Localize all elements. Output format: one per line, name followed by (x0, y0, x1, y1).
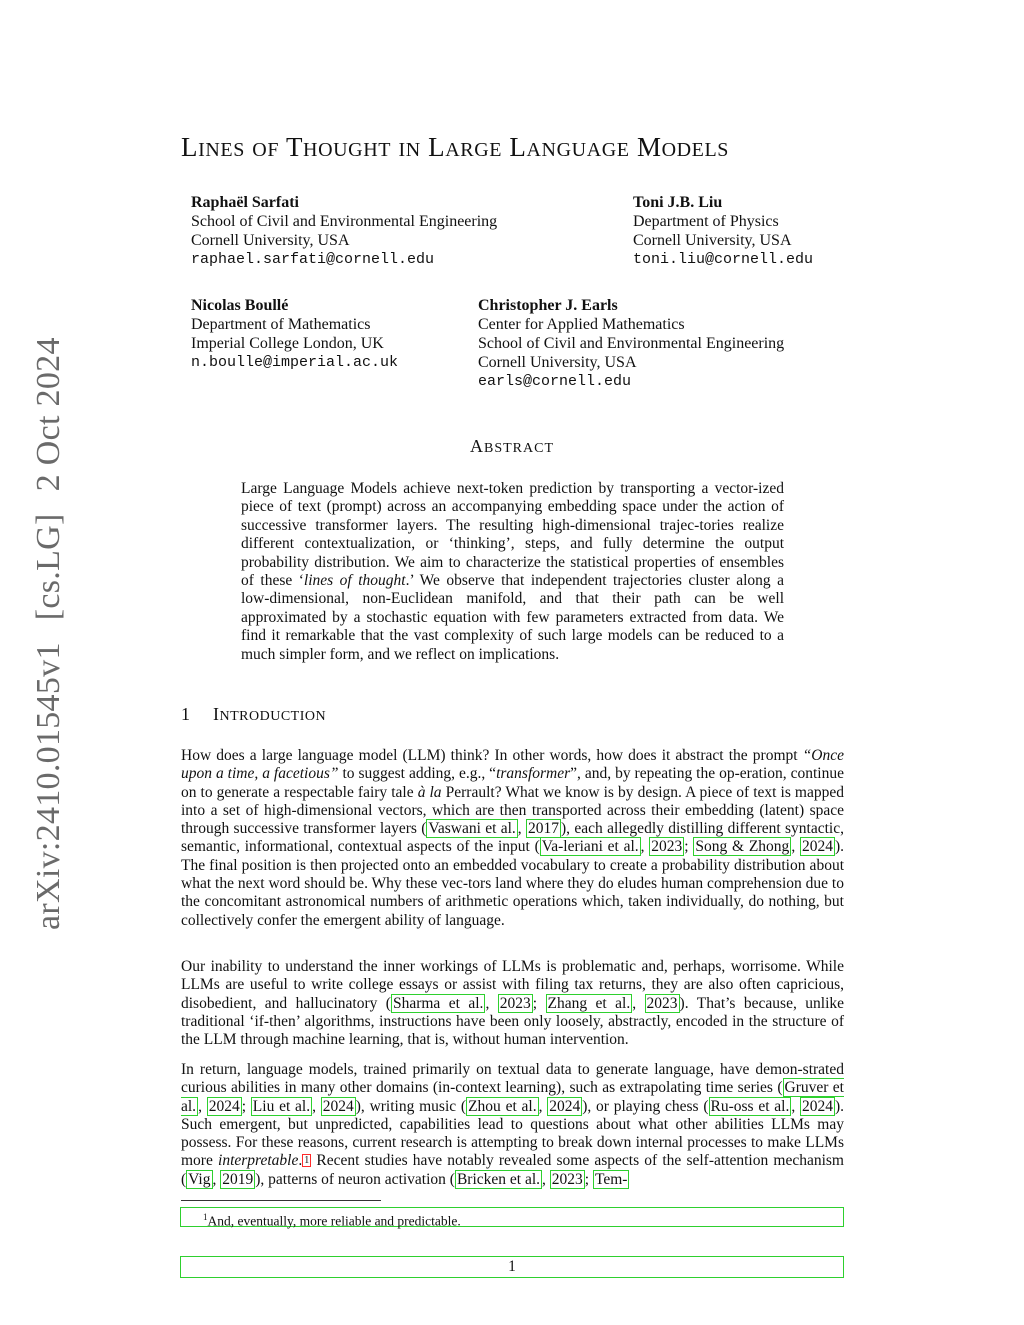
citation-link[interactable]: Tem- (594, 1170, 628, 1188)
citation-link[interactable]: Liu et al. (252, 1097, 311, 1115)
author-name: Raphaël Sarfati (191, 194, 299, 211)
author-block-liu (633, 193, 813, 269)
author-block-boulle (191, 296, 398, 372)
author-block-earls (478, 296, 784, 391)
intro-paragraph-3: In return, language models, trained primarily on textual data to generate language, have demon-strated curious abilities in many other domains (in-context learning), such as extrapolating time series ( Gruver et al. , 2024 ; Liu et al. , 2024 ), writing music ( Zhou et al. , 2024 ), or playing chess ( Ru-oss et al. , 2024 ). Such emergent, but unpredicted, capabilities lead to questions about what other abilities LLMs may possess. For these reasons, current research is attempting to break down internal processes to make LLMs more interpretable. $^1$ Recent studies have notably revealed some aspects of the self-attention mechanism ( Vig , 2019 ), patterns of neuron activation ( Bricken et al. , 2023 ; Tem- (181, 1061, 845, 1188)
citation-year-link[interactable]: 2024 (322, 1097, 354, 1115)
arxiv-category: [cs.LG] (30, 513, 67, 621)
author-name: Nicolas Boullé (191, 297, 289, 314)
citation-year-link[interactable]: 2023 (646, 994, 678, 1012)
author-name: Christopher J. Earls (478, 297, 618, 314)
author-institution: Cornell University, USA (633, 232, 792, 249)
citation-link[interactable]: Song & Zhong (695, 838, 790, 856)
citation-link[interactable]: Zhang et al. (547, 994, 631, 1012)
arxiv-date: 2 Oct 2024 (30, 337, 67, 492)
footnote-1[interactable] (180, 1207, 844, 1227)
author-institution: Cornell University, USA (191, 232, 350, 249)
citation-year-link[interactable]: 2024 (549, 1097, 581, 1115)
intro-paragraph-2: Our inability to understand the inner workings of LLMs is problematic and, perhaps, worrisome. While LLMs are useful to write college essays or assist with filing tax returns, they are also often capricious, disobedient, and hallucinatory ( Sharma et al. , 2023 ; Zhang et al. , 2023 ). That’s because, unlike traditional ‘if-then’ algorithms, instructions have been only loosely, abstractly, encoded in the structure of the LLM through machine learning, that is, without human intervention. (181, 958, 845, 1049)
footnote-text: And, eventually, more reliable and predictable. (207, 1213, 461, 1229)
citation-year-link[interactable]: 2023 (651, 838, 683, 856)
footnote-marker: 1 (203, 1212, 208, 1222)
footnote-divider (181, 1200, 381, 1201)
footnote-reference-link[interactable]: 1 (304, 1155, 310, 1167)
author-institution-2: Cornell University, USA (478, 354, 637, 371)
author-block-sarfati (191, 193, 497, 269)
citation-link[interactable]: Bricken et al. (456, 1170, 541, 1188)
author-institution: Imperial College London, UK (191, 335, 384, 352)
citation-year-link[interactable]: 2023 (551, 1170, 583, 1188)
author-email[interactable]: n.boulle@imperial.ac.uk (191, 354, 399, 371)
author-department: Center for Applied Mathematics (478, 316, 685, 333)
author-department: Department of Physics (633, 213, 779, 230)
citation-year-link[interactable]: 2024 (802, 1097, 834, 1115)
page-number[interactable]: 1 (180, 1256, 844, 1278)
arxiv-id: arXiv:2410.01545v1 (30, 642, 67, 930)
citation-link[interactable]: Zhou et al. (468, 1097, 537, 1115)
section-heading-introduction: 1 INTRODUCTION (181, 704, 327, 724)
author-email[interactable]: earls@cornell.edu (478, 373, 632, 390)
abstract-text: Large Language Models achieve next-token prediction by transporting a vector-ized piece of text (prompt) across an accompanying embedding space under the action of successive transformer layers. The resulting high-dimensional trajec-tories realize different contextualization, or ‘thinking’, steps, and fully determine the output probability distribution. We aim to characterize the statistical properties of ensembles of these ‘lines of thought.’ We observe that independent trajectories cluster along a low-dimensional, non-Euclidean manifold, and that their path can be well approximated by a stochastic equation with few parameters extracted from data. We find it remarkable that the vast complexity of such large models can be reduced to a much simpler form, and we reflect on implications. (241, 480, 784, 663)
paper-title: LINES OF THOUGHT IN LARGE LANGUAGE MODELS (181, 132, 730, 162)
citation-link[interactable]: Gruver et al. (181, 1079, 844, 1115)
citation-link[interactable]: Vaswani et al. (428, 820, 516, 838)
citation-link[interactable]: Sharma et al. (392, 994, 484, 1012)
author-institution: School of Civil and Environmental Engineering (478, 335, 785, 352)
citation-year-link[interactable]: 2017 (528, 820, 559, 838)
citation-year-link[interactable]: 2019 (222, 1170, 254, 1188)
author-department: School of Civil and Environmental Engineering (191, 213, 498, 230)
author-email[interactable]: toni.liu@cornell.edu (633, 251, 814, 268)
author-email[interactable]: raphael.sarfati@cornell.edu (191, 251, 435, 268)
citation-year-link[interactable]: 2024 (208, 1097, 240, 1115)
citation-year-link[interactable]: 2024 (801, 838, 833, 856)
abstract-heading: ABSTRACT (469, 436, 554, 456)
section-number: 1 (181, 704, 191, 724)
citation-year-link[interactable]: 2023 (499, 994, 531, 1012)
citation-link[interactable]: Ru-oss et al. (710, 1097, 790, 1115)
citation-link[interactable]: Vig (188, 1170, 211, 1188)
intro-paragraph-1: How does a large language model (LLM) think? In other words, how does it abstract the prompt “Once upon a time, a facetious” to suggest adding, e.g., “transformer”, and, by repeating the op-eration, continue on to generate a respectable fairy tale à la Perrault? What we know is by design. A piece of text is mapped into a set of high-dimensional vectors, which are then transported across their embedding (latent) space through successive transformer layers ( Vaswani et al. , 2017 ), each allegedly distilling different syntactic, semantic, informational, contextual aspects of the input ( Va-leriani et al. , 2023 ; Song & Zhong , 2024 ). The final position is then projected onto an embedded vocabulary to create a probability distribution about what the next word should be. Why these vec-tors land where they do eludes human comprehension due to the concomitant astronomical numbers of arithmetic operations which, taken individually, do nothing, but collectively confer the emergent ability of language. (181, 747, 845, 929)
citation-link[interactable]: Va-leriani et al. (541, 838, 639, 856)
author-name: Toni J.B. Liu (633, 194, 723, 211)
arxiv-sidebar-stamp (30, 337, 68, 930)
author-department: Department of Mathematics (191, 316, 371, 333)
